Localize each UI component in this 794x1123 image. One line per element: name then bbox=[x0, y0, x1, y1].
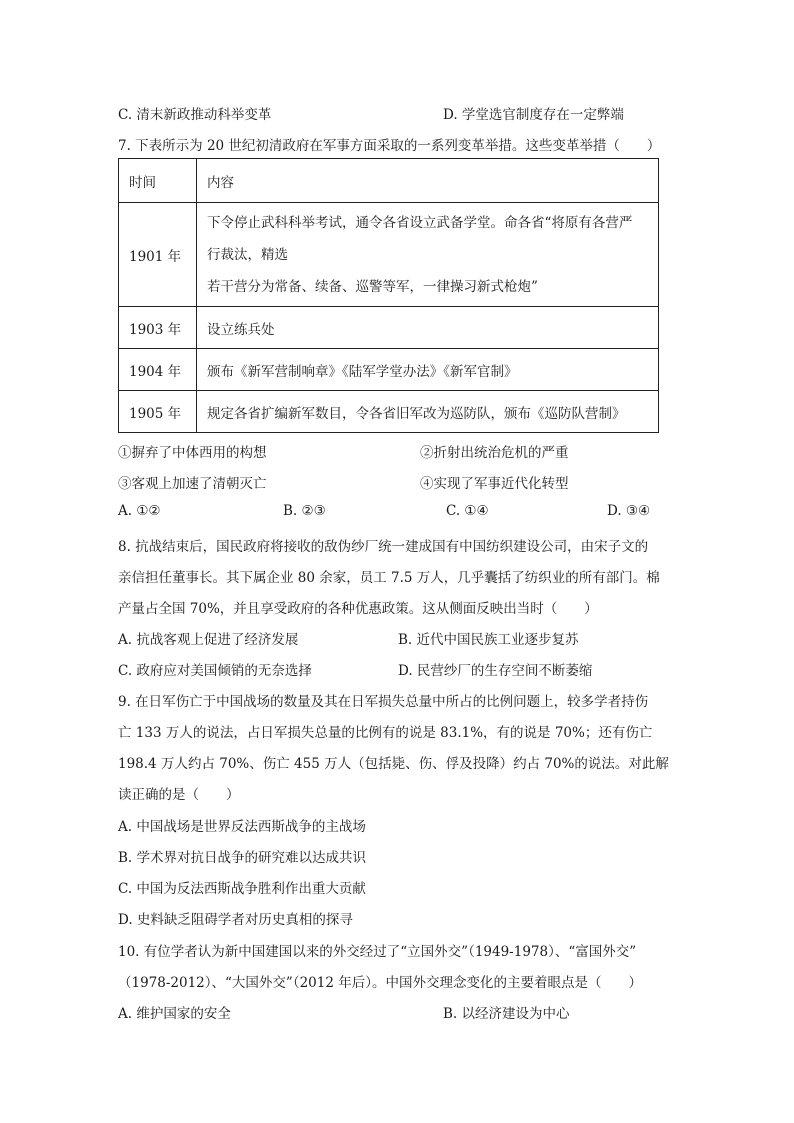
q10-option-a: A. 维护国家的安全 bbox=[118, 1006, 231, 1022]
q10-stem-line: （1978-2012）、“大国外交”（2012 年后）。中国外交理念变化的主要着眼点是（ ） bbox=[118, 975, 642, 991]
q6-option-d: D. 学堂选官制度存在一定弊端 bbox=[443, 107, 624, 123]
content-line: 行裁汰，精选 bbox=[207, 246, 288, 263]
q7-stem: 7. 下表所示为 20 世纪初清政府在军事方面采取的一系列变革举措。这些变革举措（ ） bbox=[118, 138, 661, 154]
q7-option-d: D. ③④ bbox=[607, 503, 651, 519]
table-cell-content: 设立练兵处 bbox=[197, 307, 659, 349]
q9-stem-line: 198.4 万人约占 70%、伤亡 455 万人（包括毙、伤、俘及投降）约占 70%的说法。对此解 bbox=[118, 756, 669, 772]
table-cell-time: 1904 年 bbox=[119, 349, 197, 391]
q8-option-d: D. 民营纱厂的生存空间不断萎缩 bbox=[398, 663, 593, 679]
table-cell-time: 1903 年 bbox=[119, 307, 197, 349]
q7-option-c: C. ①④ bbox=[446, 503, 489, 519]
q9-stem-line: 亡 133 万人的说法，占日军损失总量的比例有的说是 83.1%，有的说是 70%；还有伤亡 bbox=[118, 725, 653, 741]
q9-option-d: D. 史料缺乏阻碍学者对历史真相的探寻 bbox=[118, 912, 353, 928]
q7-option-b: B. ②③ bbox=[283, 503, 326, 519]
content-line: 若干营分为常备、续备、巡警等军，一律操习新式枪炮” bbox=[207, 278, 538, 295]
q8-stem-line: 8. 抗战结束后，国民政府将接收的敌伪纱厂统一建成国有中国纺织建设公司，由宋子文的 bbox=[118, 539, 649, 555]
q7-statement-1: ①摒弃了中体西用的构想 bbox=[118, 445, 267, 461]
q8-stem-line: 亲信担任董事长。其下属企业 80 余家，员工 7.5 万人，几乎囊括了纺织业的所有部门。棉 bbox=[118, 570, 660, 586]
q9-option-b: B. 学术界对抗日战争的研究难以达成共识 bbox=[118, 850, 367, 866]
q10-stem-line: 10. 有位学者认为新中国建国以来的外交经过了“立国外交”（1949-1978）、“富国外交” bbox=[118, 944, 637, 960]
q9-stem-line: 读正确的是（ ） bbox=[118, 787, 240, 803]
table-cell-content: 颁布《新军营制响章》《陆军学堂办法》《新军官制》 bbox=[197, 349, 659, 391]
q7-statement-3: ③客观上加速了清朝灭亡 bbox=[118, 476, 267, 492]
table-row bbox=[119, 203, 659, 307]
content-line: 下令停止武科科举考试，通令各省设立武备学堂。命各省“将原有各营严 bbox=[207, 214, 633, 231]
table-cell-content: 规定各省扩编新军数目，令各省旧军改为巡防队，颁布《巡防队营制》 bbox=[197, 391, 659, 433]
q8-option-b: B. 近代中国民族工业逐步复苏 bbox=[398, 632, 579, 648]
q6-option-c: C. 清末新政推动科举变革 bbox=[118, 107, 272, 123]
q7-statement-4: ④实现了军事近代化转型 bbox=[420, 476, 569, 492]
q7-statement-2: ②折射出统治危机的严重 bbox=[420, 445, 569, 461]
q7-reform-table bbox=[118, 158, 659, 433]
q8-option-c: C. 政府应对美国倾销的无奈选择 bbox=[118, 663, 312, 679]
table-header-content: 内容 bbox=[197, 159, 659, 203]
q8-option-a: A. 抗战客观上促进了经济发展 bbox=[118, 632, 299, 648]
table-cell-content bbox=[197, 203, 659, 307]
table-header-row bbox=[119, 159, 659, 203]
table-cell-time: 1901 年 bbox=[119, 203, 197, 307]
table-header-time: 时间 bbox=[119, 159, 197, 203]
table-row bbox=[119, 391, 659, 433]
q9-option-c: C. 中国为反法西斯战争胜利作出重大贡献 bbox=[118, 881, 366, 897]
table-row bbox=[119, 307, 659, 349]
q7-option-a: A. ①② bbox=[118, 503, 161, 519]
table-cell-time: 1905 年 bbox=[119, 391, 197, 433]
q10-option-b: B. 以经济建设为中心 bbox=[443, 1006, 570, 1022]
table-row bbox=[119, 349, 659, 391]
q9-option-a: A. 中国战场是世界反法西斯战争的主战场 bbox=[118, 819, 366, 835]
q8-stem-line: 产量占全国 70%，并且享受政府的各种优惠政策。这从侧面反映出当时（ ） bbox=[118, 601, 598, 617]
q9-stem-line: 9. 在日军伤亡于中国战场的数量及其在日军损失总量中所占的比例问题上，较多学者持伤 bbox=[118, 694, 649, 710]
